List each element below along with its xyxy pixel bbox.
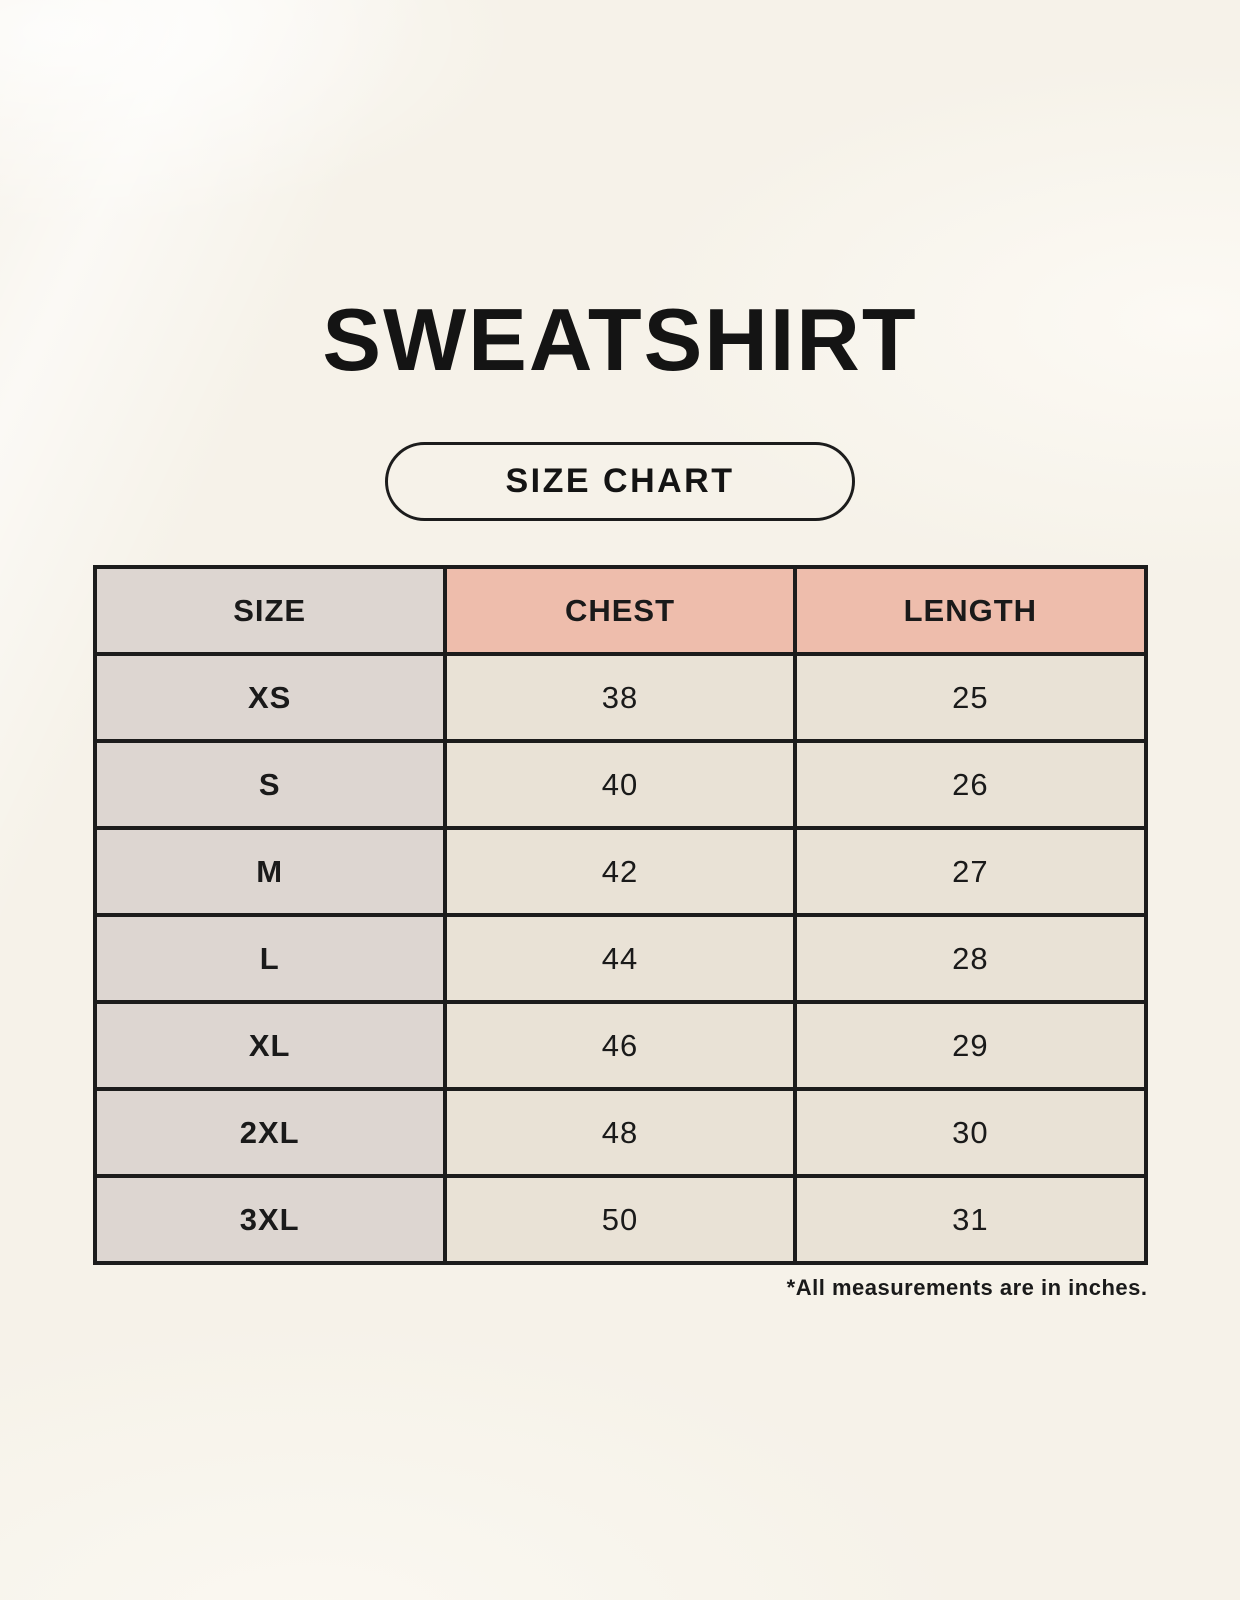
chest-value: 42 (445, 828, 795, 915)
length-value: 30 (795, 1089, 1145, 1176)
table-body (95, 654, 1146, 1263)
measurements-note: *All measurements are in inches. (786, 1275, 1148, 1300)
page-title: SWEATSHIRT (322, 290, 918, 389)
size-label: 3XL (95, 1176, 445, 1263)
column-header-chest: CHEST (445, 567, 795, 654)
column-header-length: LENGTH (795, 567, 1145, 654)
table-row-xs (95, 654, 1146, 741)
chest-value: 38 (445, 654, 795, 741)
table-row-l (95, 915, 1146, 1002)
size-chart-badge (385, 442, 855, 521)
length-value: 25 (795, 654, 1145, 741)
size-label: L (95, 915, 445, 1002)
length-value: 28 (795, 915, 1145, 1002)
chest-value: 46 (445, 1002, 795, 1089)
size-chart-badge-label: SIZE CHART (505, 462, 735, 500)
length-value: 26 (795, 741, 1145, 828)
length-value: 31 (795, 1176, 1145, 1263)
table-row-m (95, 828, 1146, 915)
size-label: XS (95, 654, 445, 741)
column-header-size: SIZE (95, 567, 445, 654)
chest-value: 44 (445, 915, 795, 1002)
table-header-row (95, 567, 1146, 654)
table-header (95, 567, 1146, 654)
size-label: 2XL (95, 1089, 445, 1176)
table-row-xl (95, 1002, 1146, 1089)
table-row-3xl (95, 1176, 1146, 1263)
table-row-2xl (95, 1089, 1146, 1176)
table-row-s (95, 741, 1146, 828)
length-value: 29 (795, 1002, 1145, 1089)
size-label: XL (95, 1002, 445, 1089)
chest-value: 40 (445, 741, 795, 828)
chest-value: 50 (445, 1176, 795, 1263)
chest-value: 48 (445, 1089, 795, 1176)
size-table (93, 565, 1148, 1265)
size-label: S (95, 741, 445, 828)
size-label: M (95, 828, 445, 915)
length-value: 27 (795, 828, 1145, 915)
